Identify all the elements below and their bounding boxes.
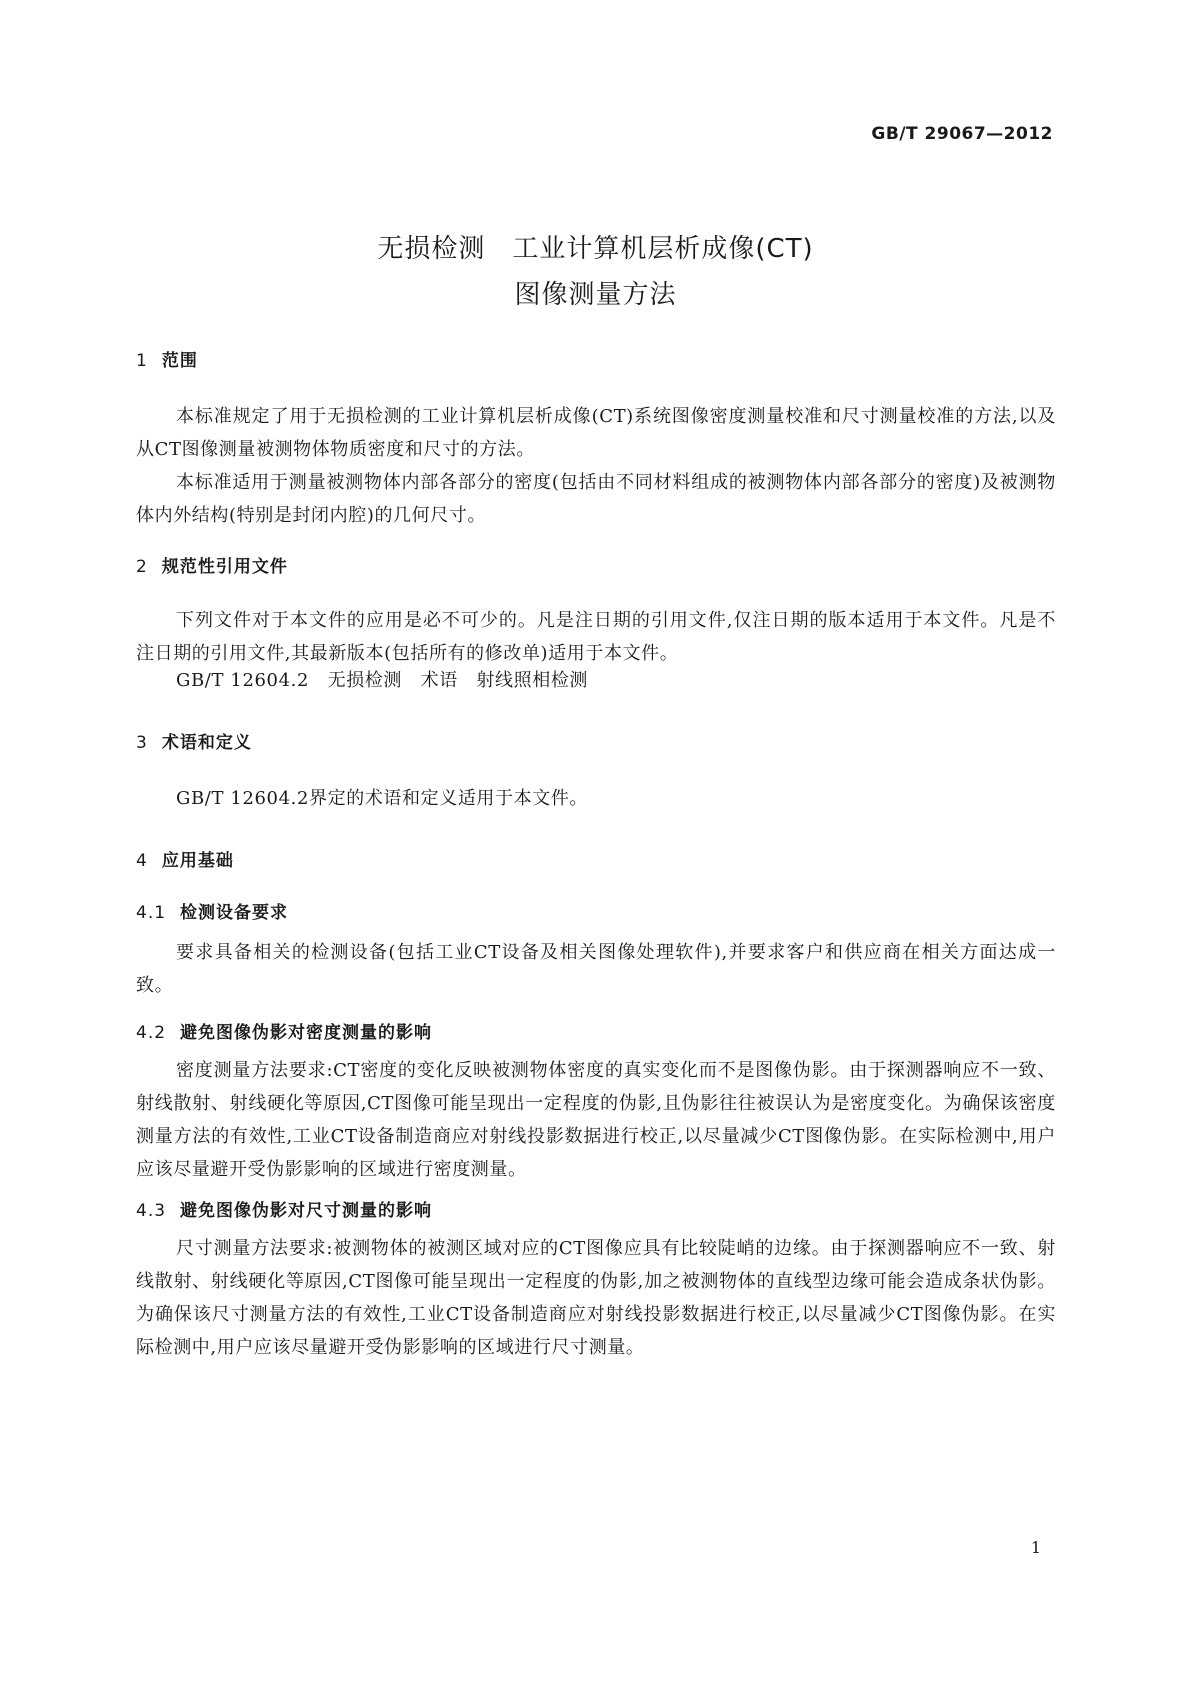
section-title: 应用基础 xyxy=(161,851,234,871)
section-number: 1 xyxy=(136,351,148,371)
section-4-1-paragraph: 要求具备相关的检测设备(包括工业CT设备及相关图像处理软件),并要求客户和供应商在相关方面达成一致。 xyxy=(136,942,1056,996)
section-4-2-paragraph: 密度测量方法要求:CT密度的变化反映被测物体密度的真实变化而不是图像伪影。由于探测器响应不一致、射线散射、射线硬化等原因,CT图像可能呈现出一定程度的伪影,且伪影往往被误认为是密度变化。为确保该密度测量方法的有效性,工业CT设备制造商应对射线投影数据进行校正,以尽量减少CT图像伪影。在实际检测中,用户应该尽量避开受伪影影响的区域进行密度测量。 xyxy=(136,1060,1056,1180)
section-title: 范围 xyxy=(161,351,198,371)
section-title: 避免图像伪影对尺寸测量的影响 xyxy=(180,1201,433,1221)
document-title-line2: 图像测量方法 xyxy=(514,280,677,310)
section-2-paragraph-1: 下列文件对于本文件的应用是必不可少的。凡是注日期的引用文件,仅注日期的版本适用于本文件。凡是不注日期的引用文件,其最新版本(包括所有的修改单)适用于本文件。 xyxy=(136,610,1056,664)
section-2-reference: GB/T 12604.2 无损检测 术语 射线照相检测 xyxy=(176,670,589,691)
section-number: 4.1 xyxy=(136,903,167,923)
section-number: 4.3 xyxy=(136,1201,167,1221)
section-1-paragraph-1: 本标准规定了用于无损检测的工业计算机层析成像(CT)系统图像密度测量校准和尺寸测量校准的方法,以及从CT图像测量被测物体物质密度和尺寸的方法。 xyxy=(136,406,1056,460)
section-3-heading xyxy=(136,728,252,753)
section-4-1-heading xyxy=(136,898,288,923)
section-number: 3 xyxy=(136,733,148,753)
section-1-heading xyxy=(136,346,198,371)
section-2-heading xyxy=(136,552,288,577)
section-1-paragraph-2: 本标准适用于测量被测物体内部各部分的密度(包括由不同材料组成的被测物体内部各部分的密度)及被测物体内外结构(特别是封闭内腔)的几何尺寸。 xyxy=(136,472,1056,526)
section-title: 检测设备要求 xyxy=(180,903,289,923)
section-3-paragraph-1: GB/T 12604.2界定的术语和定义适用于本文件。 xyxy=(176,788,589,809)
section-4-heading xyxy=(136,846,234,871)
document-title-line1: 无损检测 工业计算机层析成像(CT) xyxy=(377,234,814,264)
section-number: 4 xyxy=(136,851,148,871)
page-number: 1 xyxy=(1030,1538,1041,1557)
section-number: 2 xyxy=(136,557,148,577)
section-4-2-heading xyxy=(136,1018,432,1043)
section-number: 4.2 xyxy=(136,1023,167,1043)
section-title: 术语和定义 xyxy=(161,733,252,753)
section-title: 规范性引用文件 xyxy=(161,557,288,577)
standard-code: GB/T 29067—2012 xyxy=(871,124,1053,144)
section-title: 避免图像伪影对密度测量的影响 xyxy=(180,1023,433,1043)
section-4-3-paragraph: 尺寸测量方法要求:被测物体的被测区域对应的CT图像应具有比较陡峭的边缘。由于探测器响应不一致、射线散射、射线硬化等原因,CT图像可能呈现出一定程度的伪影,加之被测物体的直线型边缘可能会造成条状伪影。为确保该尺寸测量方法的有效性,工业CT设备制造商应对射线投影数据进行校正,以尽量减少CT图像伪影。在实际检测中,用户应该尽量避开受伪影影响的区域进行尺寸测量。 xyxy=(136,1238,1056,1358)
section-4-3-heading xyxy=(136,1196,432,1221)
